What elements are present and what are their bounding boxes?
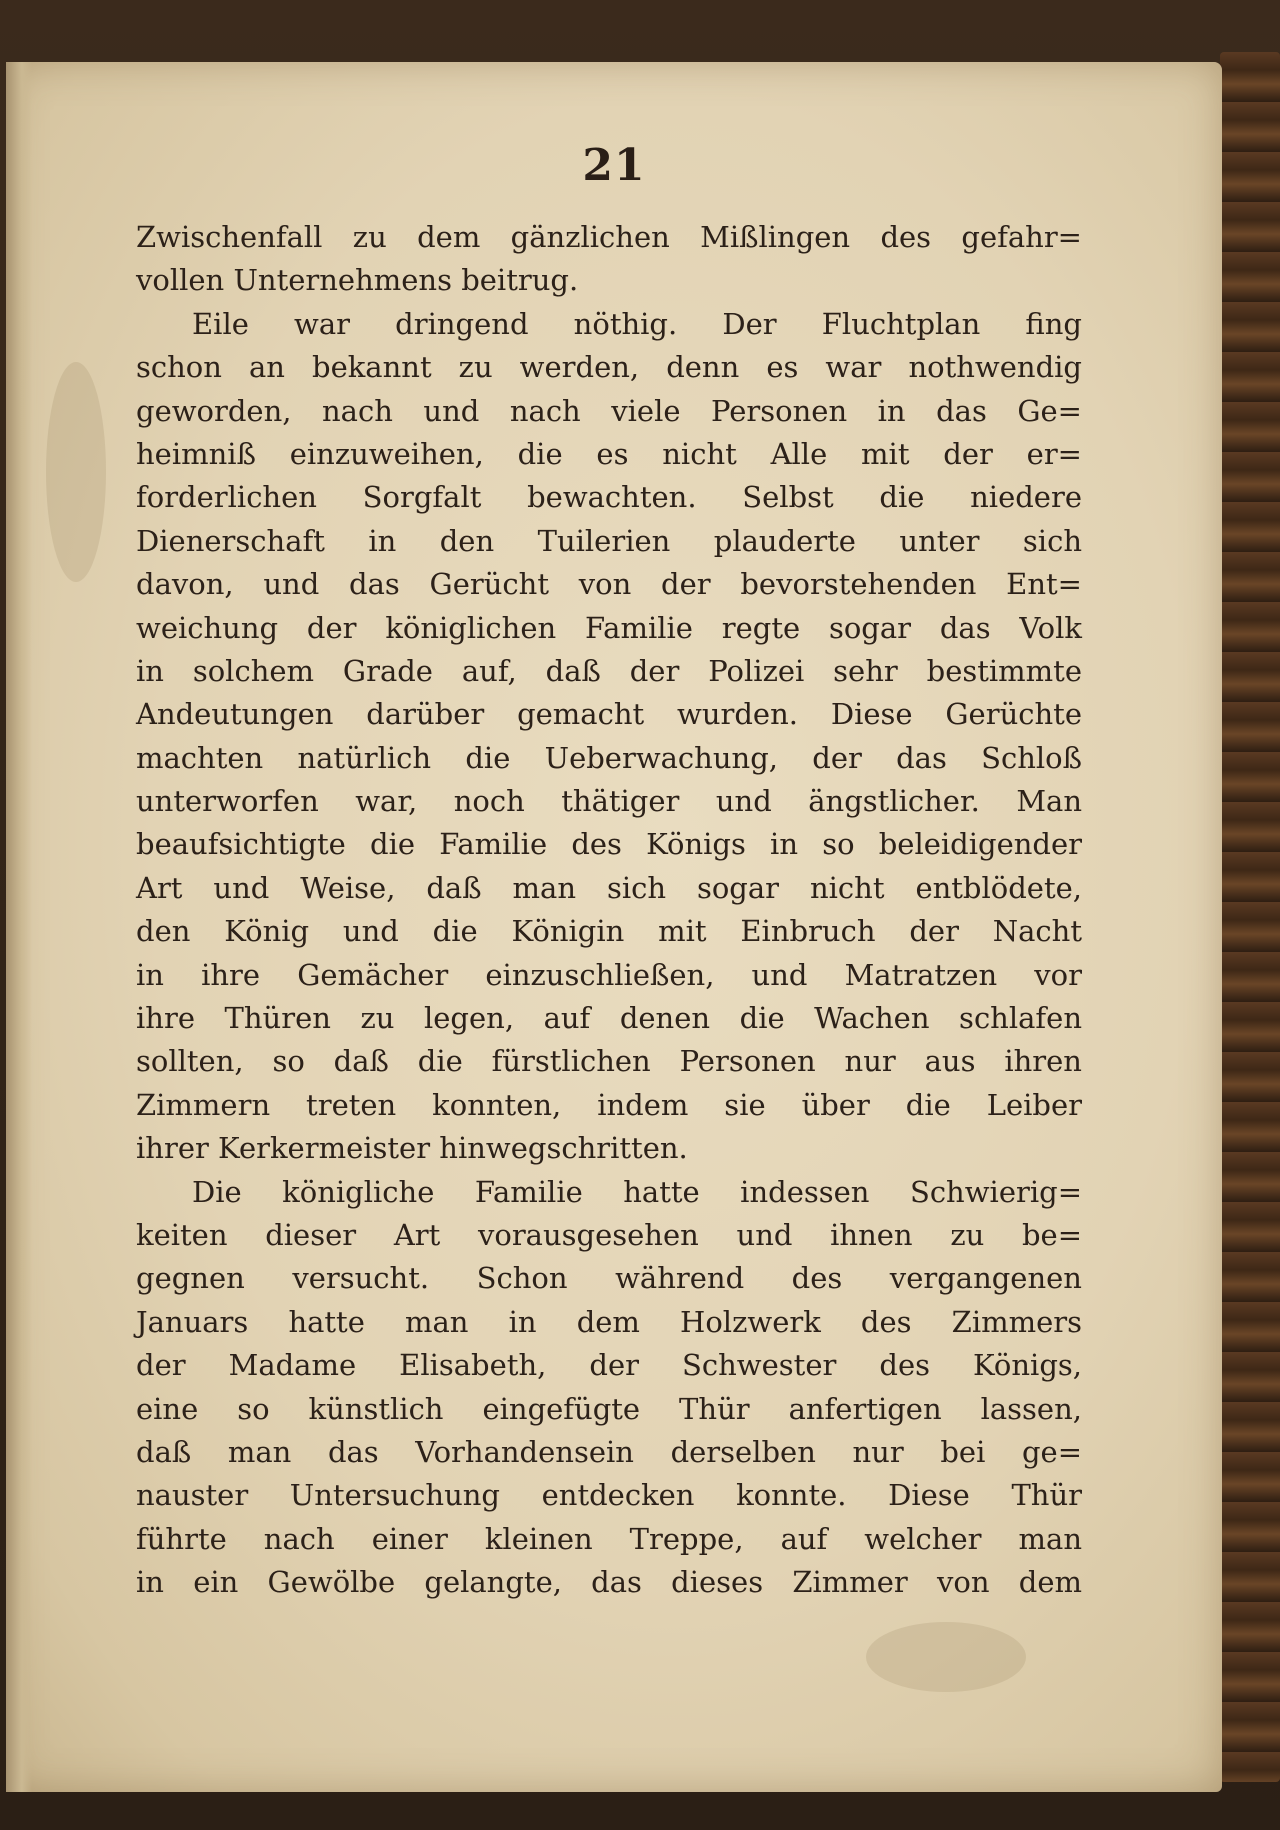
body-text xyxy=(136,216,1082,1605)
text-line: machten natürlich die Ueberwachung, der das Schloß xyxy=(136,740,1082,775)
paper-stain xyxy=(46,362,106,582)
text-line: ihre Thüren zu legen, auf denen die Wachen schlafen xyxy=(136,1001,1082,1036)
text-line: nauster Untersuchung entdecken konnte. Diese Thür xyxy=(136,1478,1082,1513)
text-line: forderlichen Sorgfalt bewachten. Selbst die niedere xyxy=(136,480,1082,515)
text-line: keiten dieser Art vorausgesehen und ihnen zu be= xyxy=(136,1217,1082,1252)
text-line: Dienerschaft in den Tuilerien plauderte unter sich xyxy=(136,523,1082,558)
text-line: daß man das Vorhandensein derselben nur bei ge= xyxy=(136,1434,1082,1469)
paper-stain xyxy=(866,1622,1026,1692)
text-line: gegnen versucht. Schon während des vergangenen xyxy=(136,1261,1082,1296)
text-line: Andeutungen darüber gemacht wurden. Diese Gerüchte xyxy=(136,697,1082,732)
text-line: in solchem Grade auf, daß der Polizei sehr bestimmte xyxy=(136,653,1082,688)
text-line: weichung der königlichen Familie regte sogar das Volk xyxy=(136,610,1082,645)
text-line: davon, und das Gerücht von der bevorstehenden Ent= xyxy=(136,567,1082,602)
book-page xyxy=(6,62,1222,1792)
text-line: Art und Weise, daß man sich sogar nicht entblödete, xyxy=(136,870,1082,905)
text-line: heimniß einzuweihen, die es nicht Alle mit der er= xyxy=(136,436,1082,471)
page-number: 21 xyxy=(582,140,646,191)
cover-spine-edge xyxy=(1220,52,1280,1782)
page-gutter xyxy=(6,62,32,1792)
text-line: der Madame Elisabeth, der Schwester des Königs, xyxy=(136,1348,1082,1383)
text-line: Eile war dringend nöthig. Der Fluchtplan fing xyxy=(192,306,1082,341)
text-line: Zimmern treten konnten, indem sie über die Leiber xyxy=(136,1087,1082,1122)
text-line: in ihre Gemächer einzuschließen, und Matratzen vor xyxy=(136,957,1082,992)
text-line: sollten, so daß die fürstlichen Personen nur aus ihren xyxy=(136,1044,1082,1079)
text-line: Die königliche Familie hatte indessen Schwierig= xyxy=(192,1174,1082,1209)
text-line: eine so künstlich eingefügte Thür anfertigen lassen, xyxy=(136,1391,1082,1426)
text-line: geworden, nach und nach viele Personen in das Ge= xyxy=(136,393,1082,428)
text-line: führte nach einer kleinen Treppe, auf welcher man xyxy=(136,1521,1082,1556)
text-line: vollen Unternehmens beitrug. xyxy=(136,263,579,298)
text-line: beaufsichtigte die Familie des Königs in so beleidigender xyxy=(136,827,1082,862)
text-line: unterworfen war, noch thätiger und ängstlicher. Man xyxy=(136,784,1082,819)
text-line: in ein Gewölbe gelangte, das dieses Zimmer von dem xyxy=(136,1565,1082,1600)
text-line: den König und die Königin mit Einbruch der Nacht xyxy=(136,914,1082,949)
text-line: ihrer Kerkermeister hinwegschritten. xyxy=(136,1131,688,1166)
text-line: Januars hatte man in dem Holzwerk des Zimmers xyxy=(136,1304,1082,1339)
text-line: schon an bekannt zu werden, denn es war nothwendig xyxy=(136,350,1082,385)
text-line: Zwischenfall zu dem gänzlichen Mißlingen des gefahr= xyxy=(136,220,1082,254)
